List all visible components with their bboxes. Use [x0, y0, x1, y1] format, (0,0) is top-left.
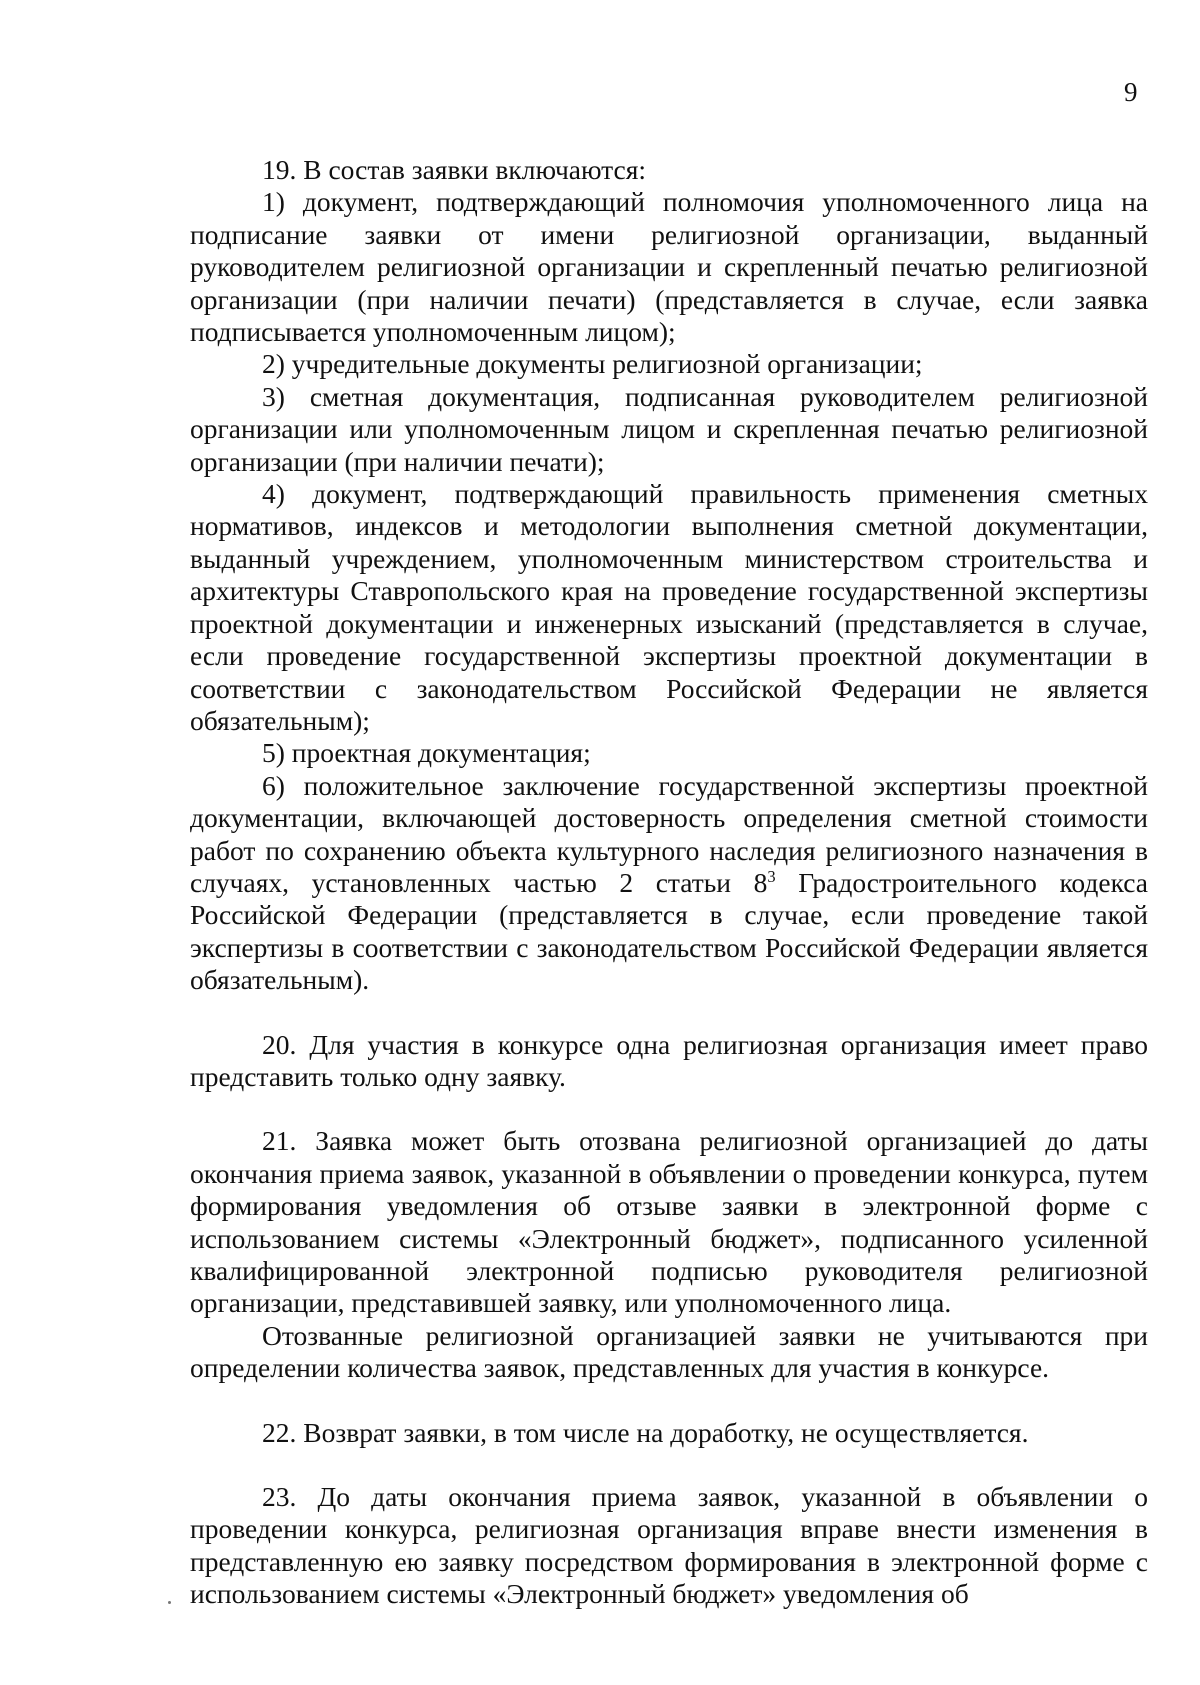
- document-body: [190, 154, 1148, 1611]
- paragraph-22: 22. Возврат заявки, в том числе на доработку, не осуществляется.: [262, 1416, 1029, 1448]
- article-superscript: 3: [767, 866, 776, 886]
- list-item-4: 4) документ, подтверждающий правильность применения сметных нормативов, индексов и методологии выполнения сметной документации, выданный учреждением, уполномоченным министерством строительства и архитектуры Ставропольского края на проведение государственной экспертизы проектной документации и инженерных изысканий (представляется в случае, если проведение государственной экспертизы проектной документации в соответствии с законодательством Российской Федерации не является обязательным);: [190, 478, 1148, 736]
- page-number: 9: [1124, 77, 1138, 107]
- list-item-6-text-start: 6) положительное заключение государственной экспертизы проектной документации, включающей достоверность определения сметной стоимости работ по сохранению объекта культурного наследия религиозного назначения в случаях, установленных частью 2 статьи 8: [190, 769, 1148, 898]
- paragraph-20: 20. Для участия в конкурсе одна религиозная организация имеет право представить только одну заявку.: [190, 1028, 1148, 1092]
- paragraph-21-continuation: Отозванные религиозной организацией заявки не учитываются при определении количества заявок, представленных для участия в конкурсе.: [190, 1319, 1148, 1384]
- list-item-6: [190, 770, 1148, 997]
- paragraph-21: 21. Заявка может быть отозвана религиозной организацией до даты окончания приема заявок, указанной в объявлении о проведении конкурса, путем формирования уведомления об отзыве заявки в электронной форме с использованием системы «Электронный бюджет», подписанного усиленной квалифицированной электронной подписью руководителя религиозной организации, представившей заявку, или уполномоченного лица.: [190, 1125, 1148, 1319]
- list-item-3: 3) сметная документация, подписанная руководителем религиозной организации или уполномоченным лицом и скрепленная печатью религиозной организации (при наличии печати);: [190, 380, 1148, 477]
- paragraph-19-heading: 19. В состав заявки включаются:: [262, 154, 647, 185]
- scan-speck: [168, 1601, 171, 1604]
- list-item-1: 1) документ, подтверждающий полномочия уполномоченного лица на подписание заявки от имени религиозной организации, выданный руководителем религиозной организации и скрепленный печатью религиозной организации (при наличии печати) (представляется в случае, если заявка подписывается уполномоченным лицом);: [190, 186, 1148, 348]
- list-item-2: 2) учредительные документы религиозной организации;: [262, 348, 923, 380]
- list-item-6-text-end: Градостроительного кодекса Российской Федерации (представляется в случае, если проведение такой экспертизы в соответствии с законодательством Российской Федерации является обязательным).: [190, 866, 1148, 996]
- list-item-5: 5) проектная документация;: [262, 737, 591, 769]
- paragraph-23: 23. До даты окончания приема заявок, указанной в объявлении о проведении конкурса, религиозная организация вправе внести изменения в представленную ею заявку посредством формирования в электронной форме с использованием системы «Электронный бюджет» уведомления об: [190, 1481, 1148, 1610]
